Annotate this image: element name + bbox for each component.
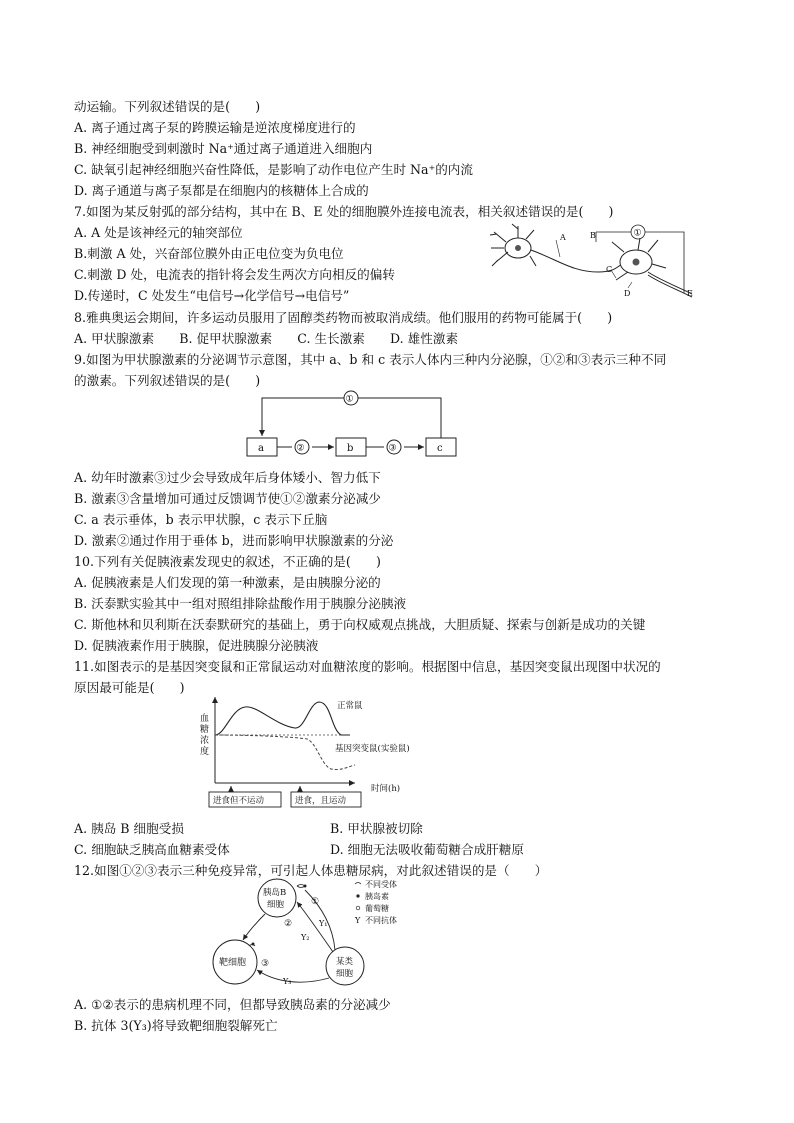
fig9-gland-a: a bbox=[258, 443, 264, 454]
fig12-y2: Y₂ bbox=[301, 933, 310, 942]
fig12-mark-2: ② bbox=[284, 919, 293, 929]
q7-option-c: C.刺激 D 处，电流表的指针将会发生两次方向相反的偏转 bbox=[74, 267, 395, 282]
blood-glucose-figure bbox=[195, 695, 425, 810]
fig12-islet-line2: 细胞 bbox=[267, 900, 285, 910]
q7-option-b: B.刺激 A 处，兴奋部位膜外由正电位变为负电位 bbox=[74, 246, 344, 261]
q9-option-a: A. 幼年时激素③过少会导致成年后身体矮小、智力低下 bbox=[74, 470, 381, 485]
reflex-arc-figure bbox=[488, 220, 698, 300]
fig7-label-b: B bbox=[590, 231, 596, 240]
q9-stem-line2: 的激素。下列叙述错误的是( ) bbox=[74, 373, 261, 388]
fig12-legend-glucose: 葡萄糖 bbox=[365, 904, 389, 913]
q6-option-d: D. 离子通道与离子泵都是在细胞内的核糖体上合成的 bbox=[74, 183, 369, 198]
fig9-hormone-2: ② bbox=[296, 443, 305, 454]
q10-option-a: A. 促胰液素是人们发现的第一种激素，是由胰腺分泌的 bbox=[74, 575, 381, 590]
q11-option-b: B. 甲状腺被切除 bbox=[330, 821, 423, 836]
fig7-meter-mark: ① bbox=[633, 228, 642, 239]
fig7-label-c: C bbox=[606, 265, 613, 274]
q11-option-a: A. 胰岛 B 细胞受损 bbox=[74, 821, 184, 836]
q10-option-c: C. 斯他林和贝利斯在沃泰默研究的基础上，勇于向权威观点挑战，大胆质疑、探索与创新是成功的关键 bbox=[74, 617, 646, 632]
q7-stem: 7.如图为某反射弧的部分结构，其中在 B、E 处的细胞膜外连接电流表，相关叙述错误的是( ) bbox=[74, 204, 614, 219]
q12-stem: 12.如图①②③表示三种免疫异常，可引起人体患糖尿病，对此叙述错误的是（ ） bbox=[74, 863, 548, 878]
fig12-other-line2: 细胞 bbox=[336, 969, 354, 979]
q9-option-c: C. a 表示垂体，b 表示甲状腺，c 表示下丘脑 bbox=[74, 512, 328, 527]
q12-option-a: A. ①②表示的患病机理不同，但都导致胰岛素的分泌减少 bbox=[74, 997, 391, 1012]
fig9-gland-b: b bbox=[347, 443, 354, 454]
q11-option-d: D. 细胞无法吸收葡萄糖合成肝糖原 bbox=[330, 842, 524, 857]
fig11-ylabel: 血糖浓度 bbox=[198, 713, 208, 757]
fig12-y3: Y₃ bbox=[283, 977, 292, 986]
thyroid-regulation-figure bbox=[244, 390, 464, 460]
fig12-islet-line1: 胰岛B bbox=[263, 888, 287, 898]
q11-option-c: C. 细胞缺乏胰高血糖素受体 bbox=[74, 842, 230, 857]
fig9-gland-c: c bbox=[437, 443, 443, 454]
fig11-normal-label: 正常鼠 bbox=[337, 701, 363, 711]
fig7-label-a: A bbox=[560, 233, 566, 242]
fig12-target-cell: 靶细胞 bbox=[219, 958, 247, 968]
normal-mouse-curve bbox=[215, 702, 350, 735]
mutant-mouse-curve bbox=[215, 735, 355, 770]
q7-option-a: A. A 处是该神经元的轴突部位 bbox=[74, 225, 243, 240]
fig12-other-line1: 某类 bbox=[336, 957, 354, 967]
fig12-mark-3: ③ bbox=[261, 959, 270, 969]
fig11-event-2: 进食，且运动 bbox=[295, 796, 347, 806]
q6-option-b: B. 神经细胞受到刺激时 Na⁺通过离子通道进入细胞内 bbox=[74, 141, 373, 156]
fig11-event-1: 进食但不运动 bbox=[213, 796, 265, 806]
fig12-legend-insulin: 胰岛素 bbox=[365, 892, 389, 901]
fig7-label-e: E bbox=[687, 289, 693, 298]
q6-option-a: A. 离子通过离子泵的跨膜运输是逆浓度梯度进行的 bbox=[74, 120, 356, 135]
fig11-mutant-label: 基因突变鼠(实验鼠) bbox=[335, 744, 410, 754]
q8-options: A. 甲状腺激素 B. 促甲状腺激素 C. 生长激素 D. 雄性激素 bbox=[74, 331, 459, 346]
q10-stem: 10.下列有关促胰液素发现史的叙述，不正确的是( ) bbox=[74, 554, 381, 569]
q11-stem-line2: 原因最可能是( ) bbox=[74, 680, 185, 695]
q12-option-b: B. 抗体 3(Y₃)将导致靶细胞裂解死亡 bbox=[74, 1018, 278, 1033]
fig7-label-d: D bbox=[624, 289, 631, 298]
fig9-hormone-3: ③ bbox=[388, 443, 397, 454]
fig12-legend-antibody: 不同抗体 bbox=[365, 916, 397, 925]
q6-option-c: C. 缺氧引起神经细胞兴奋性降低，是影响了动作电位产生时 Na⁺的内流 bbox=[74, 162, 473, 177]
fig12-y1: Y₁ bbox=[319, 919, 328, 928]
q8-stem: 8.雅典奥运会期间，许多运动员服用了固醇类药物而被取消成绩。他们服用的药物可能属于( ) bbox=[74, 310, 613, 325]
q7-option-d: D.传递时，C 处发生“电信号→化学信号→电信号” bbox=[74, 288, 350, 303]
fig12-legend-receptor: 不同受体 bbox=[365, 880, 397, 889]
q6-stem-end: 动运输。下列叙述错误的是( ) bbox=[74, 99, 261, 114]
fig11-xlabel: 时间(h) bbox=[371, 784, 401, 794]
svg-text:Y: Y bbox=[355, 916, 361, 925]
fig9-hormone-1: ① bbox=[345, 394, 354, 405]
q9-option-b: B. 激素③含量增加可通过反馈调节使①②激素分泌减少 bbox=[74, 491, 381, 506]
fig12-mark-1: ① bbox=[311, 897, 320, 907]
q9-stem-line1: 9.如图为甲状腺激素的分泌调节示意图，其中 a、b 和 c 表示人体内三种内分泌腺，①②和③表示三种不同 bbox=[74, 352, 667, 367]
immune-abnormality-figure bbox=[205, 878, 425, 988]
q10-option-b: B. 沃泰默实验其中一组对照组排除盐酸作用于胰腺分泌胰液 bbox=[74, 596, 407, 611]
q9-option-d: D. 激素②通过作用于垂体 b，进而影响甲状腺激素的分泌 bbox=[74, 533, 394, 548]
q11-stem-line1: 11.如图表示的是基因突变鼠和正常鼠运动对血糖浓度的影响。根据图中信息，基因突变鼠出现图中状况的 bbox=[74, 659, 661, 674]
q10-option-d: D. 促胰液素作用于胰腺，促进胰腺分泌胰液 bbox=[74, 638, 319, 653]
